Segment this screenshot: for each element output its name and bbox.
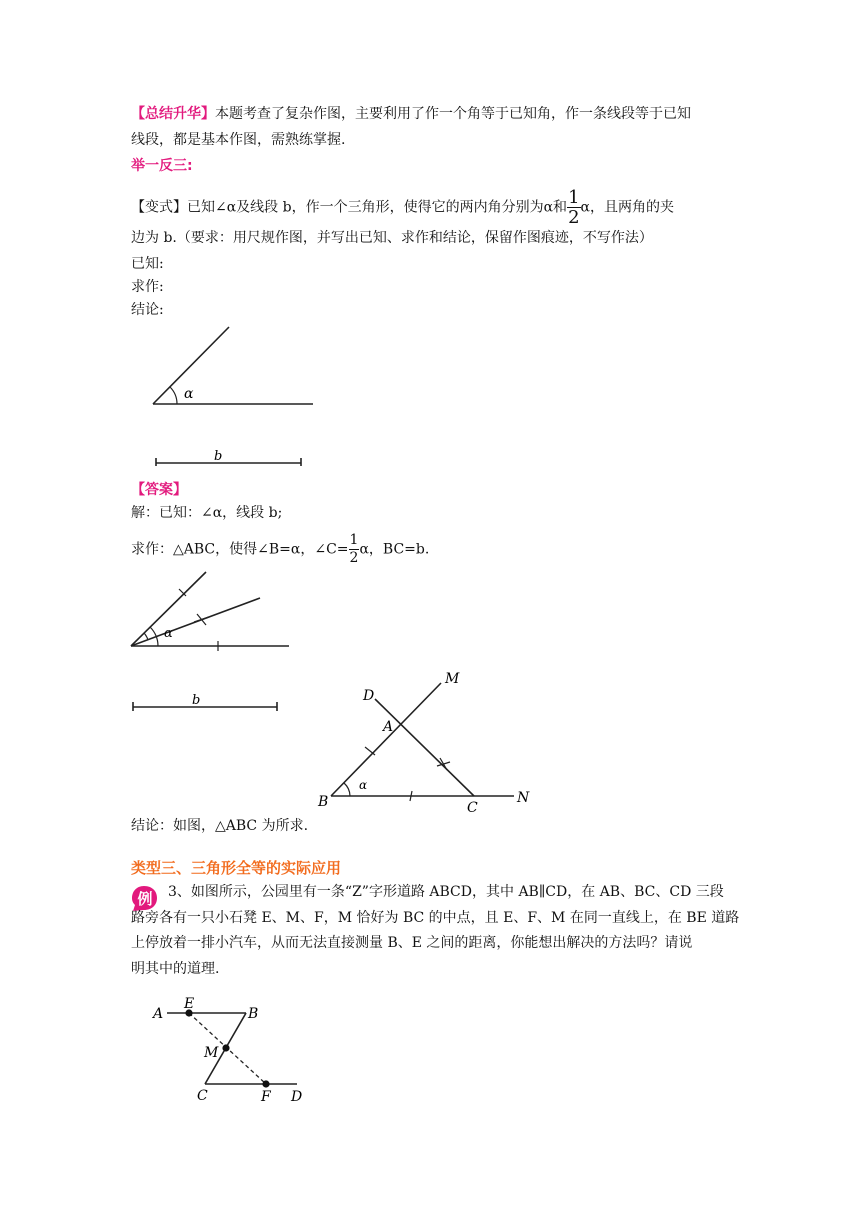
question-line-1: 3、如图所示，公园里有一条“Z”字形道路 ABCD，其中 AB∥CD，在 AB、BC、CD 三段 [168,884,724,900]
label-M: M [445,671,460,687]
road-label-B: B [248,1006,259,1022]
variant-text-1b: α，且两角的夹 [580,199,674,216]
label-D: D [363,688,375,704]
road-label-F: F [261,1089,271,1105]
answer-text-2a: 求作：△ABC，使得∠B=α，∠C= [131,541,349,558]
summary-line-2: 线段，都是基本作图，需熟练掌握. [131,132,346,148]
road-label-M: M [204,1045,219,1061]
variant-frac-den: 2 [568,207,580,228]
summary-tag: 【总结升华】 [131,106,215,122]
point-F [262,1080,269,1087]
answer-frac-den: 2 [349,550,359,566]
answer-conclusion: 结论：如图，△ABC 为所求. [131,818,309,834]
figure2-alpha-label: α [164,626,173,641]
answer-line-1: 解：已知：∠α，线段 b; [131,505,283,521]
road-label-C: C [197,1088,208,1104]
question-line-2: 路旁各有一只小石凳 E、M、F，M 恰好为 BC 的中点，且 E、F、M 在同一直线上，在 BE 道路 [131,910,740,926]
figure1-b-label: b [214,449,223,464]
practice-heading: 举一反三: [131,158,193,174]
example-badge-char: 例 [137,890,153,908]
variant-seek: 求作: [131,279,164,295]
variant-known: 已知: [131,256,164,272]
label-C: C [467,800,478,816]
figure1-alpha-label: α [184,386,194,402]
figure2-b-label: b [192,693,201,708]
question-line-4: 明其中的道理. [131,961,220,977]
label-N: N [517,790,530,806]
section-title: 类型三、三角形全等的实际应用 [131,859,342,877]
variant-text-1a: 【变式】已知∠α及线段 b，作一个三角形，使得它的两内角分别为α和 [131,199,568,216]
variant-frac-num: 1 [568,187,580,208]
road-label-A: A [153,1006,164,1022]
road-label-D: D [291,1089,303,1105]
point-M [222,1044,229,1051]
label-A: A [383,719,394,735]
answer-tag: 【答案】 [131,482,187,498]
road-label-E: E [184,996,195,1012]
question-line-3: 上停放着一排小汽车，从而无法直接测量 B、E 之间的距离，你能想出解决的方法吗？请说 [131,935,693,951]
summary-text-1: 本题考查了复杂作图，主要利用了作一个角等于已知角，作一条线段等于已知 [215,106,691,122]
variant-conclusion: 结论: [131,302,164,318]
answer-frac-num: 1 [349,532,359,548]
variant-line-2: 边为 b.（要求：用尺规作图，并写出已知、求作和结论，保留作图痕迹，不写作法） [131,230,653,246]
label-alpha: α [359,778,368,792]
label-B: B [318,794,329,810]
answer-text-2b: α，BC=b. [359,541,430,558]
